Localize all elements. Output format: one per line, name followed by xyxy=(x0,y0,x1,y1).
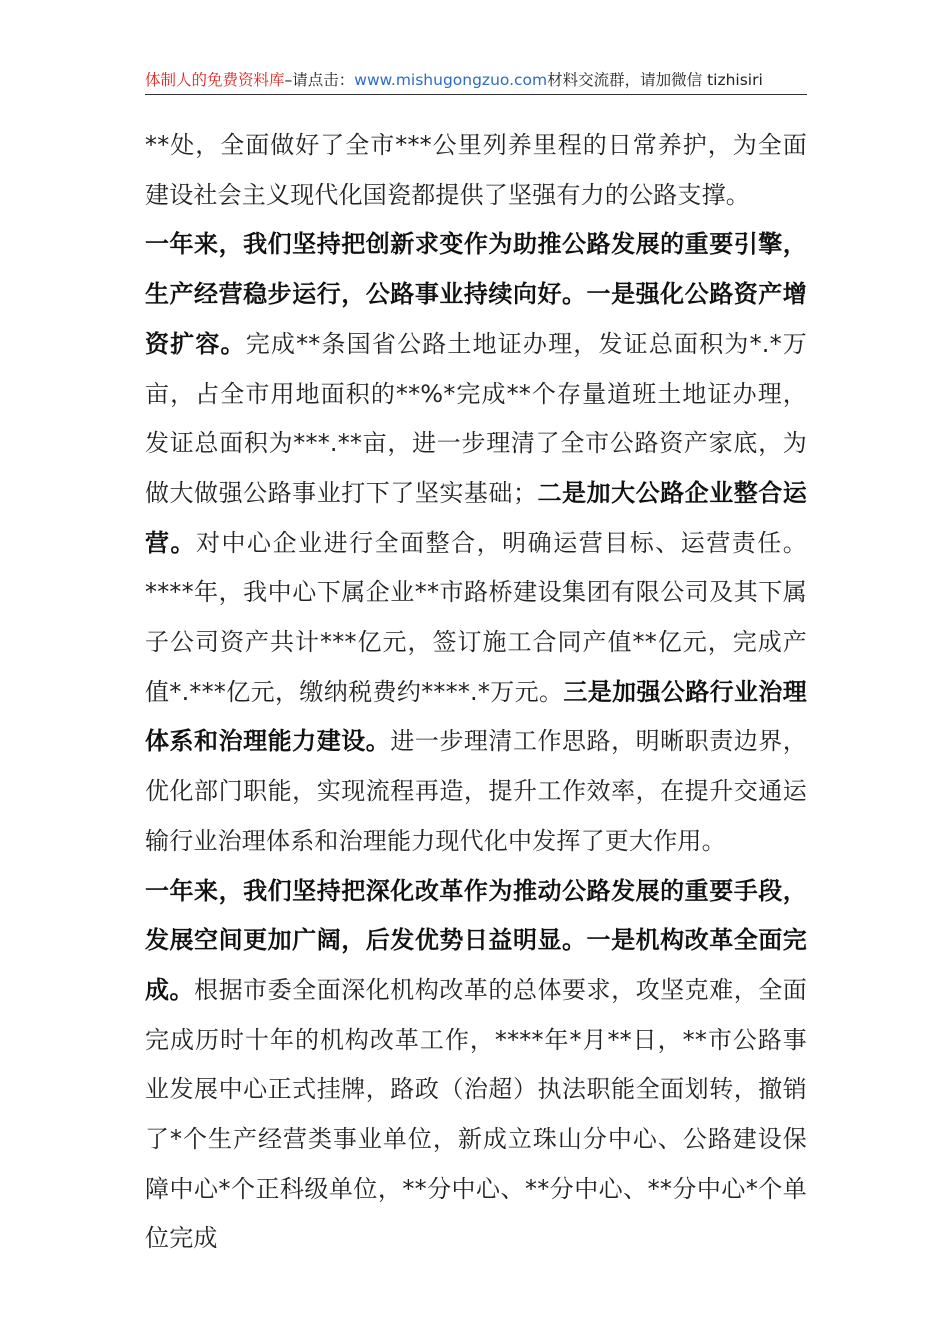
header-click-prompt: –请点击： xyxy=(284,71,355,89)
paragraph-3-text-1: 根据市委全面深化机构改革的总体要求，攻坚克难，全面完成历时十年的机构改革工作，****年*月**日，**市公路事业发展中心正式挂牌，路政（治超）执法职能全面划转，撤销了*个生产经营类事业单位，新成立珠山分中心、公路建设保障中心*个正科级单位，**分中心、**分中心、**分中心*个单位完成 xyxy=(145,975,807,1253)
paragraph-2-text-2: 对中心企业进行全面整合，明确运营目标、运营责任。****年，我中心下属企业**市路桥建设集团有限公司及其下属子公司资产共计***亿元，签订施工合同产值**亿元，完成产值*.***亿元，缴纳税费约****.*万元。 xyxy=(145,528,807,706)
paragraph-3-lead-heading: 一年来，我们坚持把深化改革作为推动公路发展的重要手段，发展空间更加广阔，后发优势日益明显。一是机构改革全面完成。 xyxy=(145,876,807,1004)
paragraph-2-point-3-heading: 三是加强公路行业治理体系和治理能力建设。 xyxy=(145,677,808,756)
header-wechat-note: 材料交流群，请加微信 tizhisiri xyxy=(547,71,763,89)
paragraph-2-text-1: 完成**条国省公路土地证办理，发证总面积为*.*万亩，占全市用地面积的**%*完成**个存量道班土地证办理，发证总面积为***.**亩，进一步理清了全市公路资产家底，为做大做强公路事业打下了坚实基础； xyxy=(145,329,807,507)
header-url-link[interactable]: www.mishugongzuo.com xyxy=(354,71,548,89)
document-body xyxy=(145,121,807,1264)
paragraph-2-point-2-heading: 二是加大公路企业整合运营。 xyxy=(145,478,808,557)
header-site-name: 体制人的免费资料库 xyxy=(145,71,285,89)
paragraph-1 xyxy=(145,121,807,220)
page-header xyxy=(145,66,807,95)
paragraph-2-text-3: 进一步理清工作思路，明晰职责边界，优化部门职能，实现流程再造，提升工作效率，在提升交通运输行业治理体系和治理能力现代化中发挥了更大作用。 xyxy=(145,727,807,855)
paragraph-3 xyxy=(145,867,807,1265)
paragraph-1-text: **处，全面做好了全市***公里列养里程的日常养护，为全面建设社会主义现代化国瓷都提供了坚强有力的公路支撑。 xyxy=(145,131,807,209)
paragraph-2 xyxy=(145,220,807,866)
paragraph-2-lead-heading: 一年来，我们坚持把创新求变作为助推公路发展的重要引擎，生产经营稳步运行，公路事业持续向好。一是强化公路资产增资扩容。 xyxy=(145,230,807,358)
